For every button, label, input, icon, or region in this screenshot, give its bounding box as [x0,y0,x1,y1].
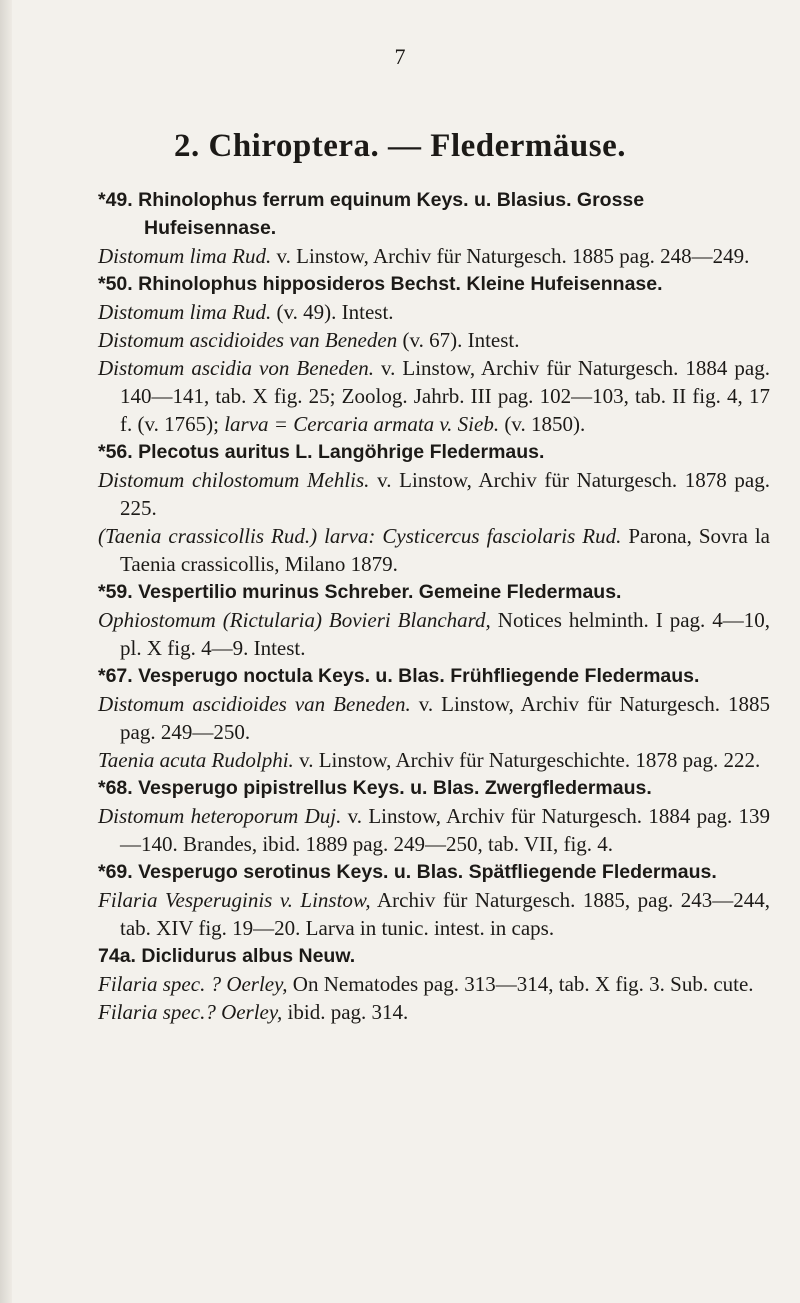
species-heading: *69. Vesperugo serotinus Keys. u. Blas. Spätfliegende Fledermaus. [98,861,717,883]
parasite-entry [98,326,770,354]
parasite-name: Distomum chilostomum Mehlis. [98,468,370,492]
species-block [98,662,770,774]
parasite-name: Ophiostomum (Rictularia) Bovieri Blanchard, [98,608,491,632]
parasite-name: Filaria Vesperuginis v. Linstow, [98,888,371,912]
citation: v. Linstow, Archiv für Naturgeschichte. 1878 pag. 222. [293,748,761,772]
species-heading: *50. Rhinolophus hipposideros Bechst. Kleine Hufeisennase. [98,273,663,295]
citation: ibid. pag. 314. [282,1000,409,1024]
citation: v. Linstow, Archiv für Naturgesch. 1884 pag. 140—141, tab. X fig. 25; Zoolog. Jahrb. III pag. 102—103, tab. II fig. 4, 17 f. (v. 1765); [120,356,770,436]
parasite-name: Distomum ascidioides van Beneden [98,328,398,352]
parasite-name: Taenia acuta Rudolphi. [98,748,294,772]
citation: On Nematodes pag. 313—314, tab. X fig. 3. Sub. cute. [287,972,754,996]
parasite-entry [98,998,770,1026]
parasite-name: Distomum lima Rud. [98,300,272,324]
parasite-entry [98,298,770,326]
citation: Parona, Sovra la Taenia crassicollis, Milano 1879. [120,524,770,576]
species-heading: *59. Vespertilio murinus Schreber. Gemeine Fledermaus. [98,581,622,603]
citation: Notices helminth. I pag. 4—10, pl. X fig. 4—9. Intest. [120,608,770,660]
parasite-name: Distomum ascidioides van Beneden. [98,692,411,716]
section-heading: 2. Chiroptera. — Fledermäuse. [174,128,626,164]
parasite-entry [98,522,770,578]
parasite-entry [98,354,770,438]
citation: v. Linstow, Archiv für Naturgesch. 1885 pag. 249—250. [120,692,770,744]
citation: v. Linstow, Archiv für Naturgesch. 1878 pag. 225. [120,468,770,520]
parasite-name: Filaria spec. ? Oerley, [98,972,288,996]
species-heading: *68. Vesperugo pipistrellus Keys. u. Blas. Zwergfledermaus. [98,777,652,799]
species-block [98,438,770,578]
citation: (v. 49). Intest. [271,300,394,324]
species-block [98,270,770,438]
document-body [98,186,770,1026]
page-number: 7 [394,44,406,69]
parasite-name: Distomum lima Rud. [98,244,272,268]
species-block [98,186,770,270]
species-block [98,774,770,858]
parasite-entry [98,746,770,774]
citation: (v. 1850). [499,412,586,436]
species-block [98,858,770,942]
parasite-entry [98,690,770,746]
species-heading: *56. Plecotus auritus L. Langöhrige Fledermaus. [98,441,545,463]
parasite-entry [98,242,770,270]
parasite-entry [98,466,770,522]
species-heading: *49. Rhinolophus ferrum equinum Keys. u. Blasius. Grosse Hufeisennase. [98,189,645,239]
larva-name: larva = Cercaria armata v. Sieb. [224,412,500,436]
citation: v. Linstow, Archiv für Naturgesch. 1884 pag. 139—140. Brandes, ibid. 1889 pag. 249—250, tab. VII, fig. 4. [120,804,770,856]
parasite-name: Filaria spec.? Oerley, [98,1000,283,1024]
parasite-entry [98,802,770,858]
citation: v. Linstow, Archiv für Naturgesch. 1885 pag. 248—249. [271,244,750,268]
page-edge [0,0,12,1303]
citation: Archiv für Naturgesch. 1885, pag. 243—244, tab. XIV fig. 19—20. Larva in tunic. intest. in caps. [120,888,770,940]
species-heading: 74a. Diclidurus albus Neuw. [98,945,356,967]
parasite-name: Distomum ascidia von Beneden. [98,356,374,380]
parasite-entry [98,606,770,662]
citation: (v. 67). Intest. [397,328,520,352]
parasite-entry [98,886,770,942]
parasite-name: Distomum heteroporum Duj. [98,804,342,828]
parasite-name: (Taenia crassicollis Rud.) larva: Cysticercus fasciolaris Rud. [98,524,622,548]
species-heading: *67. Vesperugo noctula Keys. u. Blas. Frühfliegende Fledermaus. [98,665,700,687]
species-block [98,578,770,662]
parasite-entry [98,970,770,998]
species-block [98,942,770,1026]
